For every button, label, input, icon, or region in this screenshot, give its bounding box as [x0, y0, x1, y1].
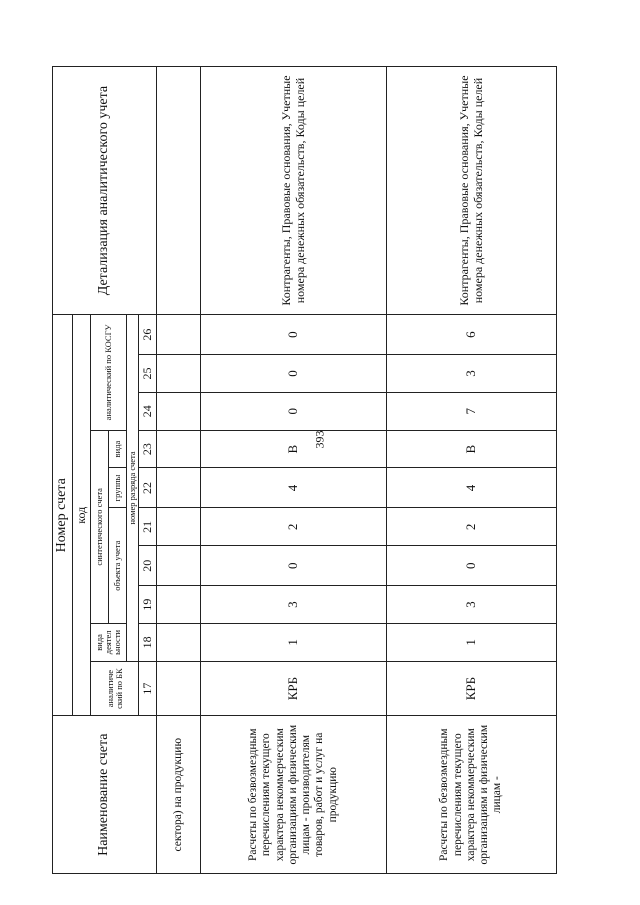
digit-number: 17 — [139, 661, 157, 716]
row-account-name: Расчеты по безвозмездным перечислениям текущего характера некоммерческим организациям и физическим лицам - производителям товаров, работ и услуг на продукцию — [201, 716, 387, 874]
digit-number: 18 — [139, 623, 157, 661]
header-object-of-account: объекта учета — [109, 508, 127, 624]
row-value: 0 — [201, 315, 387, 355]
row-value — [157, 623, 201, 661]
digit-number: 24 — [139, 392, 157, 430]
row-value — [157, 468, 201, 508]
digit-number: 26 — [139, 315, 157, 355]
row-value — [157, 392, 201, 430]
row-account-name: Расчеты по безвозмездным перечислениям текущего характера некоммерческим организациям и физическим лицам - — [387, 716, 557, 874]
table-row — [201, 67, 387, 874]
row-value — [157, 355, 201, 393]
header-analytical-bk: аналитиче ский по БК — [91, 661, 139, 716]
row-value — [157, 661, 201, 716]
header-detail: Детализация аналитического учета — [53, 67, 157, 315]
header-analytical-kosgu: аналитический по КОСГУ — [91, 315, 127, 431]
account-table — [52, 66, 557, 874]
row-account-name: сектора) на продукцию — [157, 716, 201, 874]
row-value — [157, 586, 201, 624]
row-value: 2 — [387, 508, 557, 546]
row-value — [157, 315, 201, 355]
row-value: 0 — [387, 546, 557, 586]
row-value: 0 — [201, 392, 387, 430]
header-synthetic-account: синтетического счета — [91, 430, 109, 623]
row-value: В — [387, 430, 557, 468]
row-detail: Контрагенты, Правовые основания, Учетные номера денежных обязательств, Коды целей — [387, 67, 557, 315]
digit-number: 23 — [139, 430, 157, 468]
row-value: 7 — [387, 392, 557, 430]
header-kind: вида — [109, 430, 127, 468]
row-value: 0 — [201, 355, 387, 393]
row-value: В — [201, 430, 387, 468]
row-value: КРБ — [201, 661, 387, 716]
row-value: КРБ — [387, 661, 557, 716]
row-value: 3 — [201, 586, 387, 624]
digit-number: 22 — [139, 468, 157, 508]
row-value — [157, 508, 201, 546]
row-detail — [157, 67, 201, 315]
header-category-number: номер разряда счета — [127, 315, 139, 662]
row-value: 4 — [201, 468, 387, 508]
row-value: 1 — [201, 623, 387, 661]
row-value: 0 — [201, 546, 387, 586]
header-group: группы — [109, 468, 127, 508]
row-value: 1 — [387, 623, 557, 661]
header-activity-type: вида деятел ьности — [91, 623, 127, 661]
row-value: 2 — [201, 508, 387, 546]
digit-number: 19 — [139, 586, 157, 624]
digit-number: 20 — [139, 546, 157, 586]
row-detail: Контрагенты, Правовые основания, Учетные номера денежных обязательств, Коды целей — [201, 67, 387, 315]
row-value: 6 — [387, 315, 557, 355]
header-code: код — [73, 315, 91, 716]
table-row — [157, 67, 201, 874]
header-account-number: Номер счета — [53, 315, 73, 716]
table-row — [387, 67, 557, 874]
page-number: 393 — [312, 430, 327, 449]
row-value: 3 — [387, 586, 557, 624]
header-account-name: Наименование счета — [53, 716, 157, 874]
digit-number: 25 — [139, 355, 157, 393]
row-value — [157, 546, 201, 586]
row-value: 4 — [387, 468, 557, 508]
digit-number: 21 — [139, 508, 157, 546]
row-value — [157, 430, 201, 468]
row-value: 3 — [387, 355, 557, 393]
